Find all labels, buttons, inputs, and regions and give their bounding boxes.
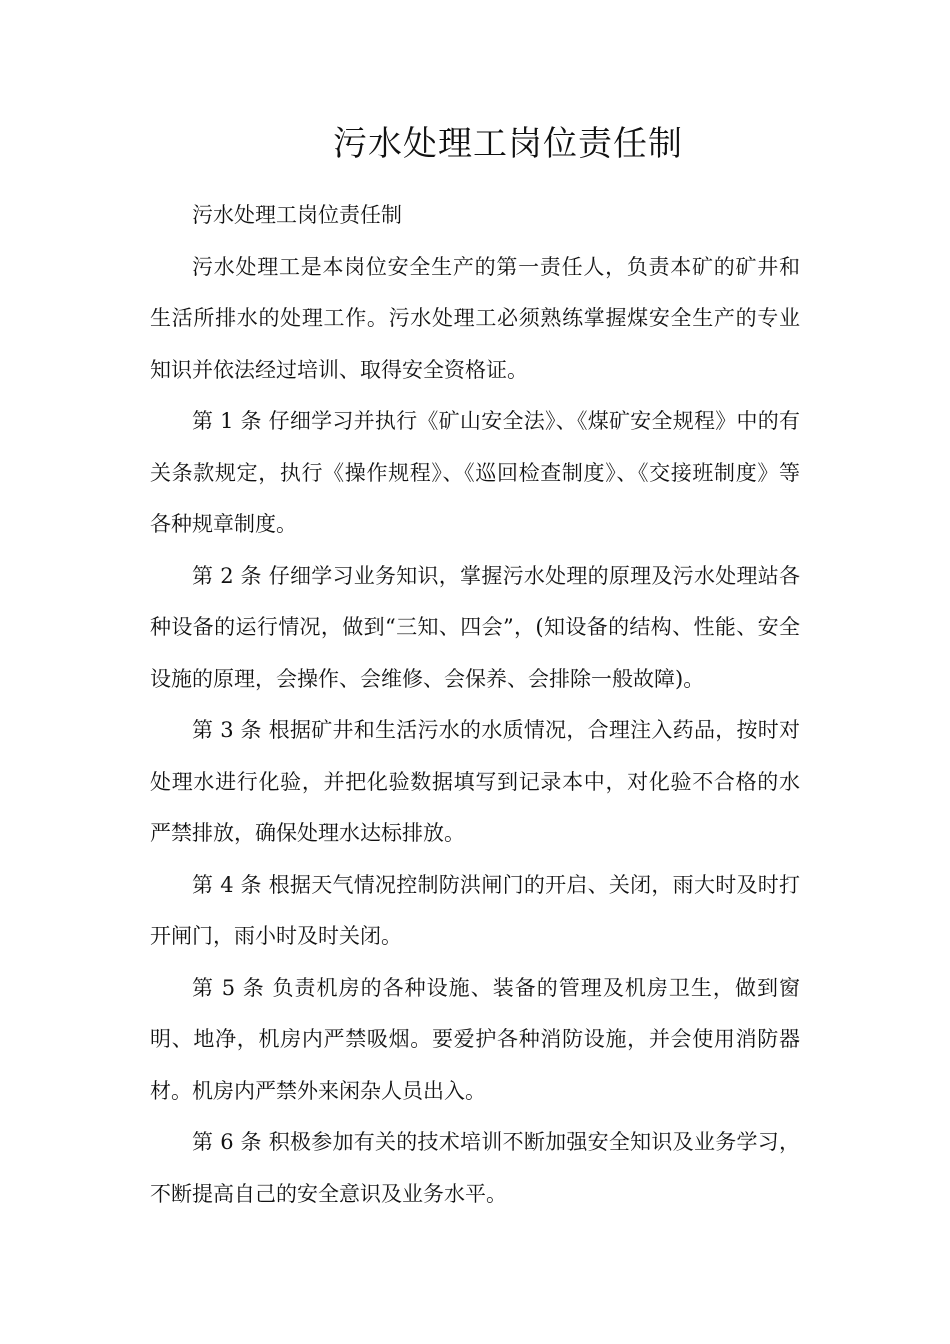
paragraph-article-5: 第 5 条 负责机房的各种设施、装备的管理及机房卫生，做到窗明、地净，机房内严禁吸烟。要爱护各种消防设施，并会使用消防器材。机房内严禁外来闲杂人员出入。 — [150, 975, 800, 1103]
paragraph-article-2: 第 2 条 仔细学习业务知识，掌握污水处理的原理及污水处理站各种设备的运行情况，做到“三知、四会”，(知设备的结构、性能、安全设施的原理，会操作、会维修、会保养、会排除一般故障)。 — [150, 563, 800, 691]
paragraph-subtitle: 污水处理工岗位责任制 — [192, 203, 402, 227]
page-title: 污水处理工岗位责任制 — [333, 124, 683, 164]
document-body — [150, 190, 800, 1220]
paragraph-article-6: 第 6 条 积极参加有关的技术培训不断加强安全知识及业务学习，不断提高自己的安全意识及业务水平。 — [150, 1130, 800, 1206]
paragraph-intro: 污水处理工是本岗位安全生产的第一责任人，负责本矿的矿井和生活所排水的处理工作。污水处理工必须熟练掌握煤安全生产的专业知识并依法经过培训、取得安全资格证。 — [150, 254, 800, 382]
paragraph-article-4: 第 4 条 根据天气情况控制防洪闸门的开启、关闭，雨大时及时打开闸门，雨小时及时关闭。 — [150, 872, 800, 948]
paragraph-article-1: 第 1 条 仔细学习并执行《矿山安全法》、《煤矿安全规程》中的有关条款规定，执行《操作规程》、《巡回检查制度》、《交接班制度》等各种规章制度。 — [150, 409, 800, 536]
paragraph-article-3: 第 3 条 根据矿井和生活污水的水质情况，合理注入药品，按时对处理水进行化验，并把化验数据填写到记录本中，对化验不合格的水严禁排放，确保处理水达标排放。 — [150, 718, 800, 845]
